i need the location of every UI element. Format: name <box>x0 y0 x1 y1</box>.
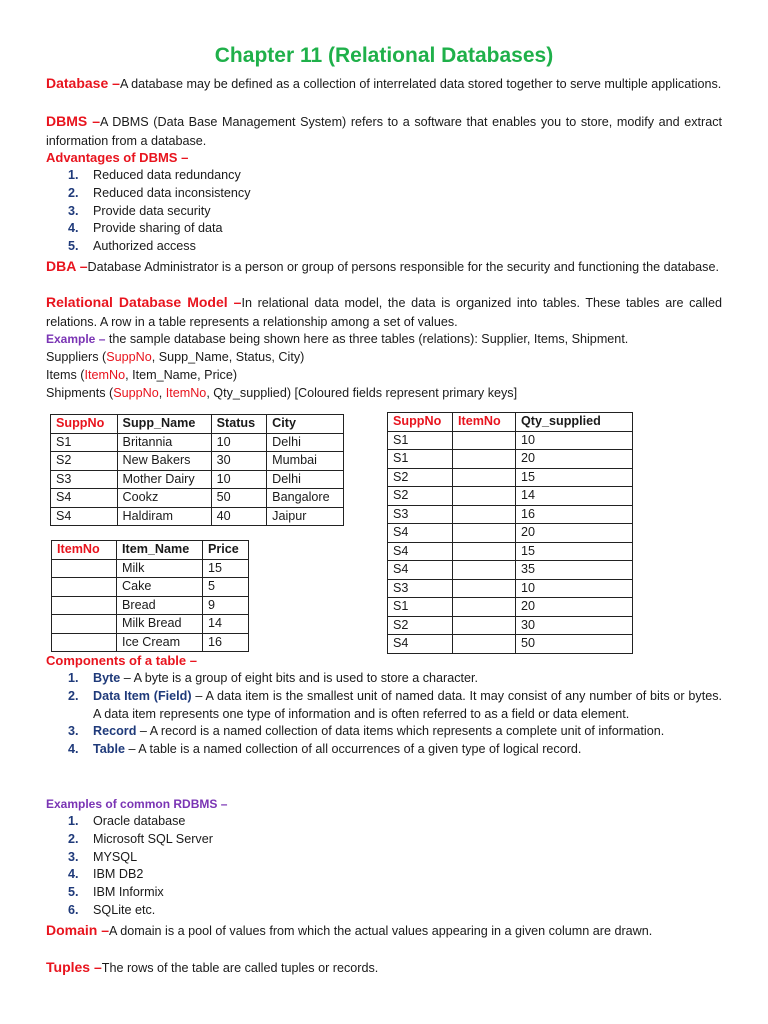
database-definition <box>46 74 722 94</box>
table-cell <box>52 615 117 634</box>
list-item <box>68 185 722 203</box>
schema-text: Shipments ( <box>46 386 114 400</box>
table-cell: Delhi <box>267 470 344 489</box>
table-row <box>388 616 633 635</box>
list-item <box>68 902 722 920</box>
schema-text: , Qty_supplied) [Coloured fields represent primary keys] <box>206 386 518 400</box>
list-number: 2. <box>68 688 79 703</box>
table-cell: S1 <box>388 431 453 450</box>
table-cell <box>453 524 516 543</box>
table-cell <box>453 579 516 598</box>
components-heading <box>46 652 722 671</box>
list-text: Oracle database <box>93 814 186 828</box>
column-header: Price <box>203 541 249 560</box>
supplier-table <box>50 414 344 526</box>
table-cell: 15 <box>516 542 633 561</box>
table-cell: 50 <box>516 635 633 654</box>
domain-text: A domain is a pool of values from which the actual values appearing in a given column are drawn. <box>109 924 653 938</box>
dbms-definition <box>46 112 722 150</box>
table-header-row <box>388 413 633 432</box>
table-cell: S4 <box>388 561 453 580</box>
table-cell: Delhi <box>267 433 344 452</box>
schema-text: Suppliers ( <box>46 350 107 364</box>
table-cell: S1 <box>388 598 453 617</box>
database-term: Database – <box>46 75 120 91</box>
table-row <box>388 487 633 506</box>
table-row <box>52 633 249 652</box>
table-row <box>52 559 249 578</box>
column-header: Status <box>211 415 267 434</box>
list-number: 1. <box>68 168 79 182</box>
rdbms-heading-text: Examples of common RDBMS – <box>46 797 228 811</box>
list-number: 4. <box>68 867 79 882</box>
dba-text: Database Administrator is a person or group of persons responsible for the security and functioning the database. <box>87 260 719 274</box>
component-term: Byte <box>93 671 121 685</box>
primary-key: SuppNo <box>106 350 152 364</box>
column-header: SuppNo <box>51 415 118 434</box>
list-number: 6. <box>68 902 79 917</box>
shipment-table <box>387 412 633 654</box>
table-cell: 20 <box>516 524 633 543</box>
list-item <box>68 849 722 867</box>
list-text: MYSQL <box>93 849 138 864</box>
table-row <box>388 598 633 617</box>
table-cell: Ice Cream <box>117 633 203 652</box>
table-cell: 10 <box>211 433 267 452</box>
rdbms-heading <box>46 795 722 814</box>
table-cell: 16 <box>203 633 249 652</box>
table-cell <box>453 505 516 524</box>
list-text: – A byte is a group of eight bits and is used to store a character. <box>120 671 479 685</box>
column-header: City <box>267 415 344 434</box>
table-cell <box>453 542 516 561</box>
list-text: Reduced data inconsistency <box>93 185 251 200</box>
components-list <box>68 670 722 759</box>
table-cell: Bread <box>117 596 203 615</box>
table-cell <box>453 468 516 487</box>
table-cell <box>453 431 516 450</box>
schema-text: , Item_Name, Price) <box>125 368 238 382</box>
table-cell <box>52 596 117 615</box>
table-cell: S4 <box>51 507 118 526</box>
database-text: A database may be defined as a collection of interrelated data stored together to serve multiple applications. <box>119 77 722 91</box>
rdm-text: In relational data model, the data is organized into tables. These tables are called relations. A row in a table represents a relationship among a set of values. <box>46 296 722 329</box>
list-item <box>68 866 722 884</box>
table-cell: Bangalore <box>267 489 344 508</box>
table-cell: 30 <box>211 452 267 471</box>
dbms-text: A DBMS (Data Base Management System) refers to a software that enables you to store, modify and extract information from a database. <box>46 115 722 148</box>
table-row <box>51 433 344 452</box>
table-cell: 5 <box>203 578 249 597</box>
suppliers-schema <box>46 348 722 367</box>
column-header: ItemNo <box>453 413 516 432</box>
table-cell: 20 <box>516 450 633 469</box>
table-row <box>388 431 633 450</box>
list-number: 1. <box>68 814 79 828</box>
table-cell: S1 <box>51 433 118 452</box>
table-cell: S4 <box>51 489 118 508</box>
table-row <box>388 450 633 469</box>
table-cell: S4 <box>388 635 453 654</box>
list-item <box>68 220 722 238</box>
table-cell: 15 <box>203 559 249 578</box>
list-item <box>68 831 722 849</box>
table-cell <box>52 633 117 652</box>
dba-definition <box>46 257 722 277</box>
list-number: 3. <box>68 724 79 739</box>
list-number: 4. <box>68 742 79 757</box>
list-number: 1. <box>68 671 79 685</box>
table-cell: 30 <box>516 616 633 635</box>
list-text: Authorized access <box>93 239 196 254</box>
list-number: 5. <box>68 885 79 900</box>
table-cell: S2 <box>51 452 118 471</box>
list-text: Provide data security <box>93 203 211 218</box>
table-cell <box>453 598 516 617</box>
table-cell <box>52 578 117 597</box>
table-cell: 40 <box>211 507 267 526</box>
schema-text: Items ( <box>46 368 85 382</box>
table-cell: S2 <box>388 487 453 506</box>
table-cell: S4 <box>388 524 453 543</box>
tuples-definition <box>46 958 722 978</box>
page-title: Chapter 11 (Relational Databases) <box>214 44 554 67</box>
column-header: SuppNo <box>388 413 453 432</box>
table-cell: 10 <box>211 470 267 489</box>
advantages-list <box>68 167 722 256</box>
advantages-heading-text: Advantages of DBMS – <box>46 150 189 165</box>
list-item <box>68 688 722 724</box>
table-header-row <box>51 415 344 434</box>
list-number: 5. <box>68 239 79 254</box>
table-cell: Cake <box>117 578 203 597</box>
column-header: ItemNo <box>52 541 117 560</box>
table-cell <box>453 635 516 654</box>
table-cell: S3 <box>388 505 453 524</box>
table-cell: 14 <box>203 615 249 634</box>
list-number: 3. <box>68 203 79 218</box>
list-item <box>68 238 722 256</box>
table-row <box>52 578 249 597</box>
components-heading-text: Components of a table – <box>46 653 197 668</box>
table-row <box>388 505 633 524</box>
table-cell: S4 <box>388 542 453 561</box>
domain-definition <box>46 921 722 941</box>
list-item <box>68 203 722 221</box>
schema-text: , Supp_Name, Status, City) <box>151 350 305 364</box>
shipments-schema <box>46 384 722 403</box>
table-cell: Milk Bread <box>117 615 203 634</box>
table-cell <box>453 450 516 469</box>
table-cell: 10 <box>516 579 633 598</box>
table-row <box>388 524 633 543</box>
table-cell: 50 <box>211 489 267 508</box>
primary-key: ItemNo <box>165 386 207 400</box>
list-text: IBM DB2 <box>93 867 144 882</box>
table-cell: 35 <box>516 561 633 580</box>
list-number: 3. <box>68 849 79 864</box>
list-text: IBM Informix <box>93 885 164 900</box>
domain-term: Domain – <box>46 922 110 938</box>
list-item <box>68 167 722 185</box>
table-cell: Britannia <box>117 433 211 452</box>
table-cell: Jaipur <box>267 507 344 526</box>
table-row <box>388 468 633 487</box>
table-header-row <box>52 541 249 560</box>
list-item <box>68 741 722 759</box>
example-line <box>46 330 722 349</box>
component-term: Data Item (Field) <box>93 688 192 703</box>
list-text: – A table is a named collection of all occurrences of a given type of logical record. <box>124 742 582 757</box>
list-item <box>68 813 722 831</box>
column-header: Qty_supplied <box>516 413 633 432</box>
rdm-term: Relational Database Model – <box>46 294 242 310</box>
example-text: the sample database being shown here as three tables (relations): Supplier, Items, Shipment. <box>105 332 629 346</box>
table-cell: S2 <box>388 468 453 487</box>
table-row <box>52 596 249 615</box>
table-cell: 10 <box>516 431 633 450</box>
table-row <box>51 507 344 526</box>
list-text: Reduced data redundancy <box>93 168 241 182</box>
list-text: SQLite etc. <box>93 902 156 917</box>
table-cell: S3 <box>51 470 118 489</box>
advantages-heading <box>46 149 722 168</box>
column-header: Item_Name <box>117 541 203 560</box>
table-cell <box>52 559 117 578</box>
rdm-definition <box>46 293 722 331</box>
table-cell <box>453 487 516 506</box>
table-cell: New Bakers <box>117 452 211 471</box>
example-label: Example – <box>46 332 106 346</box>
list-number: 4. <box>68 221 79 236</box>
table-row <box>388 542 633 561</box>
list-item <box>68 723 722 741</box>
table-row <box>388 635 633 654</box>
table-cell <box>453 616 516 635</box>
table-cell: Mumbai <box>267 452 344 471</box>
list-item <box>68 670 722 688</box>
table-row <box>51 452 344 471</box>
schema-text: , <box>158 386 166 400</box>
component-term: Record <box>93 724 137 739</box>
table-row <box>388 579 633 598</box>
table-cell: S2 <box>388 616 453 635</box>
table-row <box>388 561 633 580</box>
rdbms-list <box>68 813 722 920</box>
tuples-term: Tuples – <box>46 959 102 975</box>
list-number: 2. <box>68 831 79 846</box>
list-text: Provide sharing of data <box>93 221 223 236</box>
component-term: Table <box>93 742 125 757</box>
table-cell: 16 <box>516 505 633 524</box>
items-schema <box>46 366 722 385</box>
items-table <box>51 540 249 652</box>
table-row <box>51 470 344 489</box>
list-item <box>68 884 722 902</box>
table-cell: Haldiram <box>117 507 211 526</box>
list-number: 2. <box>68 185 79 200</box>
table-cell <box>453 561 516 580</box>
dba-term: DBA – <box>46 258 88 274</box>
table-cell: Mother Dairy <box>117 470 211 489</box>
table-row <box>52 615 249 634</box>
table-cell: Cookz <box>117 489 211 508</box>
table-row <box>51 489 344 508</box>
table-cell: S1 <box>388 450 453 469</box>
table-cell: 14 <box>516 487 633 506</box>
list-text: Microsoft SQL Server <box>93 831 213 846</box>
tuples-text: The rows of the table are called tuples or records. <box>101 961 379 975</box>
table-cell: 15 <box>516 468 633 487</box>
primary-key: ItemNo <box>84 368 126 382</box>
column-header: Supp_Name <box>117 415 211 434</box>
table-cell: 20 <box>516 598 633 617</box>
dbms-term: DBMS – <box>46 113 100 129</box>
table-cell: 9 <box>203 596 249 615</box>
table-cell: S3 <box>388 579 453 598</box>
list-text: – A data item is the smallest unit of named data. It may consist of any number of bits or bytes. A data item represents one type of information and is often referred to as a field or data element. <box>93 688 722 721</box>
primary-key: SuppNo <box>113 386 159 400</box>
list-text: – A record is a named collection of data items which represents a complete unit of information. <box>136 724 665 739</box>
table-cell: Milk <box>117 559 203 578</box>
